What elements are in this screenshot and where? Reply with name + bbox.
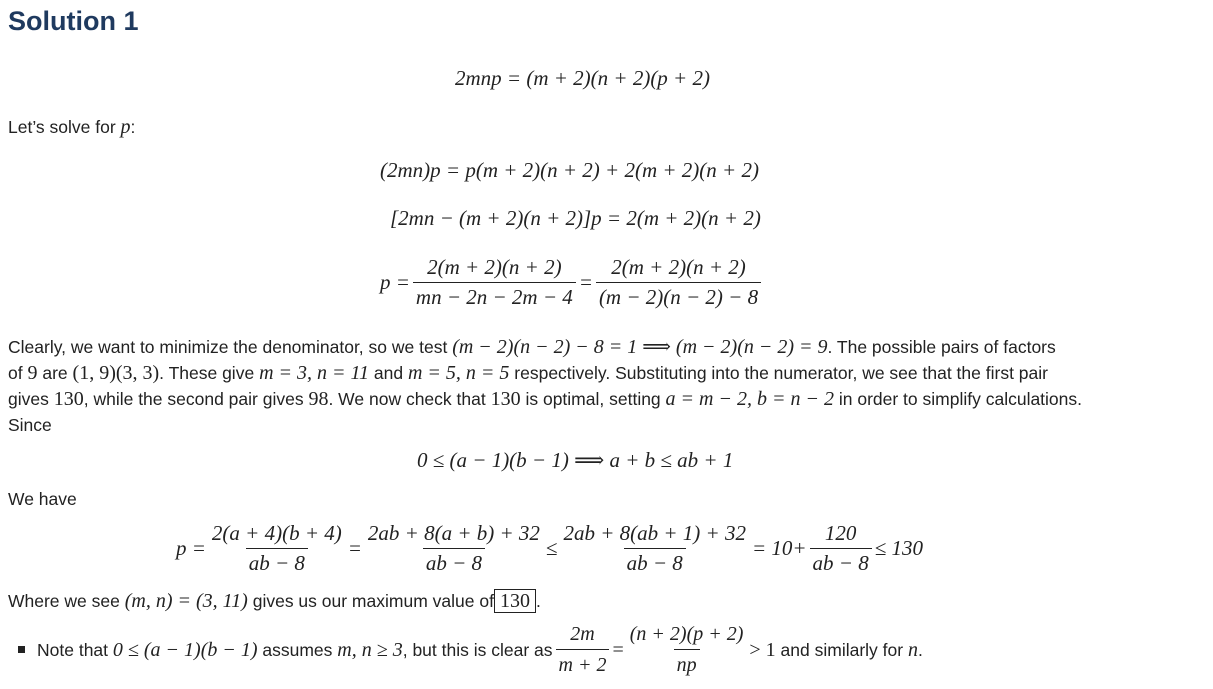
eq6-num-1: 2(a + 4)(b + 4) — [211, 521, 342, 545]
eq6-num-3: 2ab + 8(ab + 1) + 32 — [563, 521, 746, 545]
para-l2c: . These give — [159, 363, 255, 383]
bullet-icon — [18, 646, 25, 653]
para-l2-math-1: 9 — [27, 362, 38, 384]
equation-3: [2mn − (m + 2)(n + 2)]p = 2(m + 2)(n + 2) — [390, 206, 761, 230]
eq6-lhs: p = — [176, 536, 206, 560]
eq6-num-2: 2ab + 8(a + b) + 32 — [367, 521, 540, 545]
note-text-d: and similarly for — [780, 639, 904, 660]
where-text-a: Where we see — [8, 591, 120, 611]
we-have-text: We have — [8, 489, 77, 509]
para-l3a: gives — [8, 389, 49, 409]
intro-colon: : — [130, 117, 136, 137]
intro-var: p — [120, 116, 131, 138]
para-l1b: . The possible pairs of factors — [827, 337, 1056, 357]
para-l2-math-2: (1, 9)(3, 3) — [72, 362, 160, 384]
boxed-answer: 130 — [494, 589, 536, 613]
note-den-2: np — [674, 649, 700, 678]
intro-line — [8, 114, 135, 140]
note-text-e: . — [917, 639, 923, 660]
where-text-c: . — [535, 591, 541, 611]
para-l3-math-1: 130 — [53, 388, 84, 410]
equation-6 — [176, 521, 923, 576]
note-gt: > 1 — [749, 638, 776, 661]
eq4-equals: = — [578, 270, 593, 294]
para-l2a: of — [8, 363, 23, 383]
eq6-fraction-4 — [810, 521, 872, 576]
eq6-fraction-2 — [365, 521, 543, 576]
note-math-2: m, n ≥ 3 — [337, 638, 403, 661]
para-l2-math-4: m = 5, n = 5 — [407, 362, 510, 384]
note-bullet-item — [18, 621, 923, 678]
eq4-lhs: p = — [380, 270, 410, 294]
note-num-1: 2m — [570, 623, 595, 645]
para-l3d: is optimal, setting — [525, 389, 661, 409]
equation-4 — [380, 255, 764, 310]
where-math: (m, n) = (3, 11) — [124, 590, 248, 612]
eq4-fraction-1 — [413, 255, 576, 310]
note-text-c: , but this is clear as — [402, 639, 553, 660]
eq4-fraction-2 — [596, 255, 761, 310]
eq6-tail: ≤ 130 — [874, 536, 923, 560]
eq6-fraction-1 — [209, 521, 345, 576]
eq6-equals-1: = — [347, 536, 362, 560]
para-l3c: . We now check that — [328, 389, 486, 409]
where-text-b: gives us our maximum value of — [252, 591, 494, 611]
note-num-2: (n + 2)(p + 2) — [629, 623, 744, 645]
equation-1: 2mnp = (m + 2)(n + 2)(p + 2) — [455, 66, 710, 90]
para-l3b: , while the second pair gives — [83, 389, 304, 409]
eq6-den-1: ab − 8 — [246, 548, 308, 576]
para-l3e: in order to simplify calculations. — [838, 389, 1083, 409]
paragraph-line-2 — [8, 360, 1048, 386]
equation-2: (2mn)p = p(m + 2)(n + 2) + 2(m + 2)(n + 2) — [380, 158, 759, 182]
para-l1a: Clearly, we want to minimize the denominator, so we test — [8, 337, 448, 357]
para-l2e: respectively. Substituting into the numerator, we see that the first pair — [514, 363, 1048, 383]
eq6-le: ≤ — [545, 536, 558, 560]
note-math-1: 0 ≤ (a − 1)(b − 1) — [112, 638, 258, 661]
note-fraction-1 — [556, 621, 610, 678]
eq4-den-2: (m − 2)(n − 2) − 8 — [596, 282, 761, 310]
conclusion-line — [8, 588, 541, 614]
eq6-fraction-3 — [560, 521, 749, 576]
eq6-num-4: 120 — [824, 521, 857, 545]
para-l2b: are — [42, 363, 68, 383]
paragraph-line-4: Since — [8, 415, 52, 435]
para-l1-math: (m − 2)(n − 2) − 8 = 1 ⟹ (m − 2)(n − 2) = 9 — [452, 336, 828, 358]
note-math-3: n — [907, 638, 918, 661]
para-l2-math-3: m = 3, n = 11 — [259, 362, 370, 384]
eq4-num-2: 2(m + 2)(n + 2) — [611, 255, 746, 279]
note-fraction-2 — [627, 621, 747, 678]
para-l3-math-3: 130 — [490, 388, 521, 410]
eq6-den-3: ab − 8 — [624, 548, 686, 576]
equation-5: 0 ≤ (a − 1)(b − 1) ⟹ a + b ≤ ab + 1 — [417, 448, 734, 472]
note-text-a: Note that — [37, 639, 109, 660]
note-den-1: m + 2 — [556, 649, 610, 678]
paragraph-line-1 — [8, 334, 1056, 360]
intro-text: Let’s solve for — [8, 117, 116, 137]
eq4-num-1: 2(m + 2)(n + 2) — [427, 255, 562, 279]
para-l3-math-4: a = m − 2, b = n − 2 — [665, 388, 834, 410]
page-title: Solution 1 — [8, 6, 139, 36]
eq6-den-2: ab − 8 — [423, 548, 485, 576]
eq4-den-1: mn − 2n − 2m − 4 — [413, 282, 576, 310]
note-equals: = — [612, 638, 624, 661]
para-l2d: and — [373, 363, 404, 383]
eq6-den-4: ab − 8 — [810, 548, 872, 576]
eq6-equals-2: = 10+ — [751, 536, 807, 560]
note-text-b: assumes — [262, 639, 333, 660]
paragraph-line-3 — [8, 386, 1082, 412]
para-l3-math-2: 98 — [308, 388, 329, 410]
